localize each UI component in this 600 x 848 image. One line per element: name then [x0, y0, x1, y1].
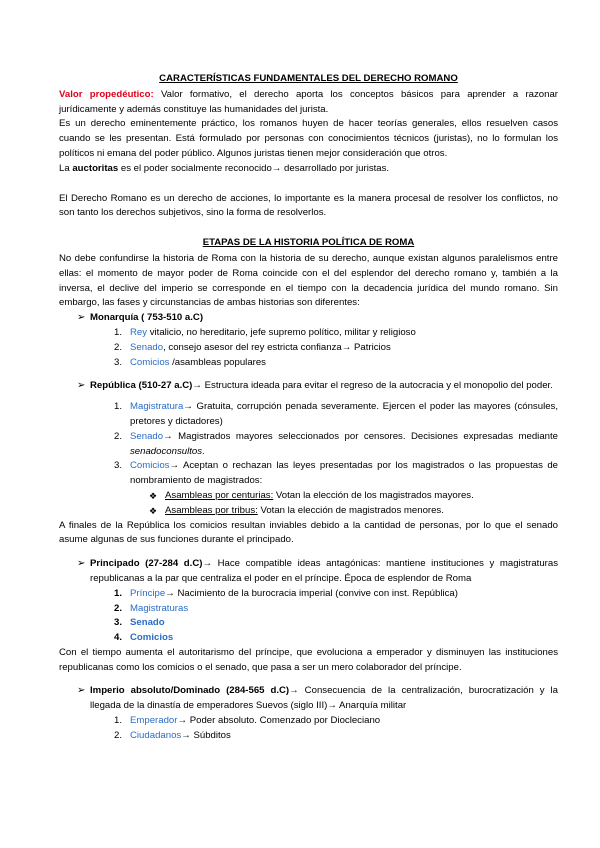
arrow-bullet-icon: ➢: [77, 685, 86, 697]
term-senado: Senado: [130, 617, 165, 629]
item-text: Votan la elección de magistrados menores.: [257, 504, 444, 516]
list-number: 3.: [114, 617, 123, 629]
list-item: [59, 631, 558, 646]
heading-imperio: Imperio absoluto/Dominado (284-565 d.C): [90, 685, 290, 697]
text-imperio: → Consecuencia de la centralización, burocratización y la llegada de la dinastía de emperadores Suevos (siglo III)→ Anarquía militar: [90, 685, 558, 712]
list-number: 3.: [114, 356, 123, 368]
term-comicios: Comicios: [130, 356, 170, 368]
sublist-item: [59, 489, 558, 504]
term-magistraturas: Magistraturas: [130, 602, 189, 614]
list-item: [59, 341, 558, 356]
heading-principado: Principado (27-284 d.C): [90, 558, 203, 570]
sublist-asambleas: [59, 489, 558, 519]
term-principe: Príncipe: [130, 587, 166, 599]
arrow-bullet-icon: ➢: [77, 558, 86, 570]
item-text: → Magistrados mayores seleccionados por censores. Decisiones expresadas mediante: [163, 430, 558, 442]
item-text: vitalicio, no hereditario, jefe supremo político, militar y religioso: [147, 326, 416, 338]
list-monarquia: [59, 326, 558, 370]
term-comicios: Comicios: [130, 460, 170, 472]
item-text: → Aceptan o rechazan las leyes presentadas por los magistrados o las propuestas de nombramiento de magistrados:: [130, 460, 558, 487]
list-number: 1.: [114, 587, 123, 599]
list-number: 2.: [114, 430, 123, 442]
term-senado: Senado: [130, 430, 164, 442]
term-auctoritas: auctoritas: [72, 162, 119, 174]
list-item: [59, 729, 558, 744]
paragraph-acciones: El Derecho Romano es un derecho de acciones, lo importante es la manera procesal de resolver los conflictos, no son tanto los derechos subjetivos, sino la forma de resolverlos.: [59, 192, 558, 219]
list-item: [59, 326, 558, 341]
list-item: [59, 356, 558, 371]
term-centurias: Asambleas por centurias:: [165, 489, 274, 501]
list-number: 1.: [114, 715, 123, 727]
list-item: [59, 459, 558, 489]
diamond-bullet-icon: ❖: [149, 490, 158, 501]
list-principado: [59, 587, 558, 646]
item-end: .: [202, 445, 205, 457]
item-text: /asambleas populares: [169, 356, 266, 368]
bullet-principado: [59, 557, 558, 587]
item-text: → Gratuita, corrupción penada severamente. Ejercen el poder las mayores (cónsules, pretores y dictadores): [130, 401, 558, 427]
list-item: [59, 602, 558, 617]
diamond-bullet-icon: ❖: [149, 505, 158, 516]
paragraph-etapas-intro: No debe confundirse la historia de Roma con la historia de su derecho, aunque existan algunos paralelismos entre ellas: el momento de mayor poder de Roma coincide con el del esplendor del derecho romano y, también a la inversa, el declive del imperio se corresponde en el tiempo con la decadencia jurídica del mundo romano. Sin embargo, las fases y circunstancias de ambas historias son diferentes:: [59, 252, 558, 309]
item-text: → Súbditos: [181, 729, 231, 741]
item-text: → Nacimiento de la burocracia imperial (convive con inst. República): [165, 587, 458, 599]
list-number: 2.: [114, 602, 123, 614]
list-item: [59, 616, 558, 631]
list-item: [59, 714, 558, 729]
text-valor: Valor formativo, el derecho aporta los conceptos básicos para aprender a razonar jurídicamente y además constituye las humanidades del jurista.: [59, 88, 558, 115]
paragraph-autoritarismo: Con el tiempo aumenta el autoritarismo del príncipe, que evoluciona a emperador y disminuyen las instituciones republicanas como los comicios o el senado, que pasa a ser un mero colaborador del príncipe.: [59, 646, 558, 673]
arrow-bullet-icon: ➢: [77, 380, 86, 392]
list-number: 4.: [114, 632, 123, 644]
term-comicios: Comicios: [130, 632, 174, 644]
arrow-bullet-icon: ➢: [77, 312, 86, 324]
bullet-republica: [59, 379, 558, 394]
list-item: [59, 430, 558, 460]
sublist-item: [59, 504, 558, 519]
term-rey: Rey: [130, 326, 148, 338]
list-number: 3.: [114, 460, 123, 472]
term-magistratura: Magistratura: [130, 401, 184, 413]
text-la: La: [59, 162, 73, 174]
paragraph-fin-republica: A finales de la República los comicios resultan inviables debido a la cantidad de personas, por lo que el senado asume algunas de sus funciones durante el principado.: [59, 519, 558, 546]
text-principado: → Hace compatible ideas antagónicas: mantiene instituciones y magistraturas republicanas a la par que centraliza el poder en el príncipe. Época de esplendor de Roma: [90, 558, 558, 584]
term-emperador: Emperador: [130, 715, 178, 727]
term-ciudadanos: Ciudadanos: [130, 729, 182, 741]
item-text: Votan la elección de los magistrados mayores.: [273, 489, 474, 501]
term-tribus: Asambleas por tribus:: [165, 504, 258, 516]
section-title-caracteristicas: CARACTERÍSTICAS FUNDAMENTALES DEL DERECHO ROMANO: [159, 73, 458, 84]
list-number: 1.: [114, 326, 123, 338]
text-republica: → Estructura ideada para evitar el regreso de la autocracia y el monopolio del poder.: [192, 380, 553, 392]
heading-monarquia: Monarquía ( 753-510 a.C): [90, 312, 204, 324]
list-item: [59, 587, 558, 602]
section-title-etapas: ETAPAS DE LA HISTORIA POLÍTICA DE ROMA: [202, 237, 415, 249]
bullet-imperio: [59, 684, 558, 714]
heading-republica: República (510-27 a.C): [90, 380, 193, 392]
list-imperio: [59, 714, 558, 744]
paragraph-valor: [59, 88, 558, 118]
label-valor-propedeutico: Valor propedéutico:: [59, 88, 154, 100]
bullet-monarquia: [59, 311, 558, 326]
term-senadoconsultos: senadoconsultos: [130, 445, 203, 457]
list-number: 2.: [114, 729, 123, 741]
list-number: 1.: [114, 401, 123, 413]
item-text: → Poder absoluto. Comenzado por Diocleciano: [177, 715, 381, 727]
list-republica: [59, 400, 558, 489]
term-senado: Senado: [130, 341, 164, 353]
paragraph-practico: Es un derecho eminentemente práctico, los romanos huyen de hacer teorías generales, ellos resuelven casos cuando se les presentan. Está formulado por personas con conocimientos técnicos (juristas), no lo formulan los políticos ni emana del poder público. Algunos juristas tienen mejor consideración que otros.: [59, 118, 558, 159]
item-text: , consejo asesor del rey estricta confianza→ Patricios: [163, 341, 391, 353]
text-auctoritas-def: es el poder socialmente reconocido→ desarrollado por juristas.: [118, 162, 390, 174]
list-item: [59, 400, 558, 430]
list-number: 2.: [114, 341, 123, 353]
paragraph-auctoritas: [59, 162, 558, 177]
